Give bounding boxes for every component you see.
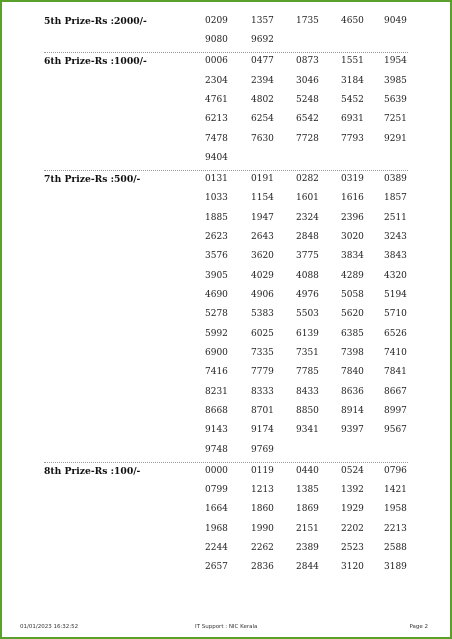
winning-number: 9748: [205, 444, 228, 455]
winning-number: 6542: [296, 114, 319, 125]
winning-number: 0119: [251, 465, 274, 476]
winning-number: 3834: [341, 251, 364, 262]
winning-number: 6139: [296, 328, 319, 339]
footer-page-number: Page 2: [409, 624, 428, 630]
winning-number: 4320: [384, 270, 407, 281]
winning-number: 2202: [341, 523, 364, 534]
winning-number: 0799: [205, 484, 228, 495]
winning-number: 1869: [296, 504, 319, 515]
winning-number: 1947: [251, 212, 274, 223]
winning-number: 7416: [205, 367, 228, 378]
winning-number: 0477: [251, 56, 274, 67]
winning-number: 1735: [296, 16, 319, 26]
winning-number: 5278: [205, 309, 228, 320]
winning-number: 2588: [384, 542, 407, 553]
winning-number: 9397: [341, 425, 364, 436]
winning-number: 7478: [205, 133, 228, 144]
winning-number: 5992: [205, 328, 228, 339]
winning-number: 5452: [341, 94, 364, 105]
winning-number: 9174: [251, 425, 274, 436]
winning-number: 3843: [384, 251, 407, 262]
winning-number: 2389: [296, 542, 319, 553]
winning-number: 3120: [341, 562, 364, 573]
winning-number: 6254: [251, 114, 274, 125]
winning-number: 1958: [384, 504, 407, 515]
prize-label: 5th Prize-Rs :2000/-: [44, 16, 147, 27]
winning-number: 6385: [341, 328, 364, 339]
winning-number: 7335: [251, 347, 274, 358]
winning-number: 2511: [384, 212, 407, 223]
winning-number: 1601: [296, 193, 319, 204]
winning-number: 0131: [205, 173, 228, 184]
winning-number: 1616: [341, 193, 364, 204]
winning-number: 3243: [384, 231, 407, 242]
section-divider: [44, 52, 408, 53]
winning-number: 8701: [251, 406, 274, 416]
winning-number: 2304: [205, 75, 228, 86]
winning-number: 2213: [384, 523, 407, 534]
winning-number: 4088: [296, 270, 319, 281]
winning-number: 7841: [384, 367, 407, 378]
winning-number: 2151: [296, 523, 319, 534]
winning-number: 3576: [205, 251, 228, 262]
winning-number: 0006: [205, 56, 228, 67]
winning-number: 1551: [341, 56, 364, 67]
winning-number: 8333: [251, 386, 274, 397]
winning-number: 2324: [296, 212, 319, 223]
winning-number: 1990: [251, 523, 274, 534]
winning-number: 4761: [205, 94, 228, 105]
winning-number: 7785: [296, 367, 319, 378]
prize-label: 8th Prize-Rs :100/-: [44, 465, 141, 477]
winning-number: 4029: [251, 270, 274, 281]
winning-number: 3189: [384, 562, 407, 573]
winning-number: 0873: [296, 56, 319, 67]
winning-number: 9404: [205, 152, 228, 163]
footer-timestamp: 01/01/2023 16:32:52: [20, 624, 79, 630]
winning-number: 9769: [251, 444, 274, 455]
winning-number: 7398: [341, 347, 364, 358]
winning-number: 1213: [251, 484, 274, 495]
winning-number: 3046: [296, 75, 319, 86]
winning-number: 0282: [296, 173, 319, 184]
winning-number: 2844: [296, 562, 319, 573]
winning-number: 1421: [384, 484, 407, 495]
winning-number: 7728: [296, 133, 319, 144]
winning-number: 3184: [341, 75, 364, 86]
winning-number: 2396: [341, 212, 364, 223]
winning-number: 0440: [296, 465, 319, 476]
winning-number: 1857: [384, 193, 407, 204]
winning-number: 9291: [384, 133, 407, 144]
winning-number: 6931: [341, 114, 364, 125]
winning-number: 4690: [205, 289, 228, 300]
winning-number: 1929: [341, 504, 364, 515]
winning-number: 9080: [205, 35, 228, 46]
winning-number: 5248: [296, 94, 319, 105]
winning-number: 0524: [341, 465, 364, 476]
winning-number: 5503: [296, 309, 319, 320]
winning-number: 0796: [384, 465, 407, 476]
winning-number: 8433: [296, 386, 319, 397]
winning-number: 8850: [296, 406, 319, 416]
winning-number: 9567: [384, 425, 407, 436]
winning-number: 8231: [205, 386, 228, 397]
winning-number: 8914: [341, 406, 364, 416]
winning-number: 0209: [205, 16, 228, 26]
winning-number: 2623: [205, 231, 228, 242]
winning-number: 7251: [384, 114, 407, 125]
winning-number: 4976: [296, 289, 319, 300]
winning-number: 1885: [205, 212, 228, 223]
winning-number: 2643: [251, 231, 274, 242]
winning-number: 8668: [205, 406, 228, 416]
winning-number: 5383: [251, 309, 274, 320]
footer-support: IT Support : NIC Kerala: [195, 624, 258, 630]
winning-number: 1154: [251, 193, 274, 204]
winning-number: 1968: [205, 523, 228, 534]
winning-number: 5058: [341, 289, 364, 300]
winning-number: 8636: [341, 386, 364, 397]
winning-number: 1664: [205, 504, 228, 515]
winning-number: 1357: [251, 16, 274, 26]
winning-number: 0000: [205, 465, 228, 476]
winning-number: 8997: [384, 406, 407, 416]
winning-number: 3775: [296, 251, 319, 262]
winning-number: 2244: [205, 542, 228, 553]
winning-number: 1385: [296, 484, 319, 495]
winning-number: 2657: [205, 562, 228, 573]
section-divider: [44, 170, 408, 171]
winning-number: 9692: [251, 35, 274, 46]
winning-number: 0319: [341, 173, 364, 184]
winning-number: 2394: [251, 75, 274, 86]
winning-number: 3620: [251, 251, 274, 262]
winning-number: 1860: [251, 504, 274, 515]
winning-number: 1954: [384, 56, 407, 67]
winning-number: 7840: [341, 367, 364, 378]
winning-number: 3020: [341, 231, 364, 242]
section-divider: [44, 462, 408, 463]
winning-number: 0191: [251, 173, 274, 184]
winning-number: 7351: [296, 347, 319, 358]
winning-number: 7630: [251, 133, 274, 144]
winning-number: 7779: [251, 367, 274, 378]
winning-number: 9049: [384, 16, 407, 26]
winning-number: 9341: [296, 425, 319, 436]
winning-number: 6900: [205, 347, 228, 358]
winning-number: 6213: [205, 114, 228, 125]
winning-number: 3985: [384, 75, 407, 86]
winning-number: 4802: [251, 94, 274, 105]
winning-number: 4906: [251, 289, 274, 300]
winning-number: 2836: [251, 562, 274, 573]
winning-number: 1033: [205, 193, 228, 204]
winning-number: 9143: [205, 425, 228, 436]
winning-number: 0389: [384, 173, 407, 184]
winning-number: 7793: [341, 133, 364, 144]
prize-label: 6th Prize-Rs :1000/-: [44, 56, 147, 68]
winning-number: 1392: [341, 484, 364, 495]
winning-number: 2262: [251, 542, 274, 553]
winning-number: 2523: [341, 542, 364, 553]
winning-number: 8667: [384, 386, 407, 397]
winning-number: 6526: [384, 328, 407, 339]
winning-number: 2848: [296, 231, 319, 242]
winning-number: 6025: [251, 328, 274, 339]
winning-number: 7410: [384, 347, 407, 358]
winning-number: 4289: [341, 270, 364, 281]
prize-label: 7th Prize-Rs :500/-: [44, 173, 141, 185]
winning-number: 5194: [384, 289, 407, 300]
winning-number: 3905: [205, 270, 228, 281]
winning-number: 5639: [384, 94, 407, 105]
winning-number: 4650: [341, 16, 364, 26]
winning-number: 5620: [341, 309, 364, 320]
winning-number: 5710: [384, 309, 407, 320]
